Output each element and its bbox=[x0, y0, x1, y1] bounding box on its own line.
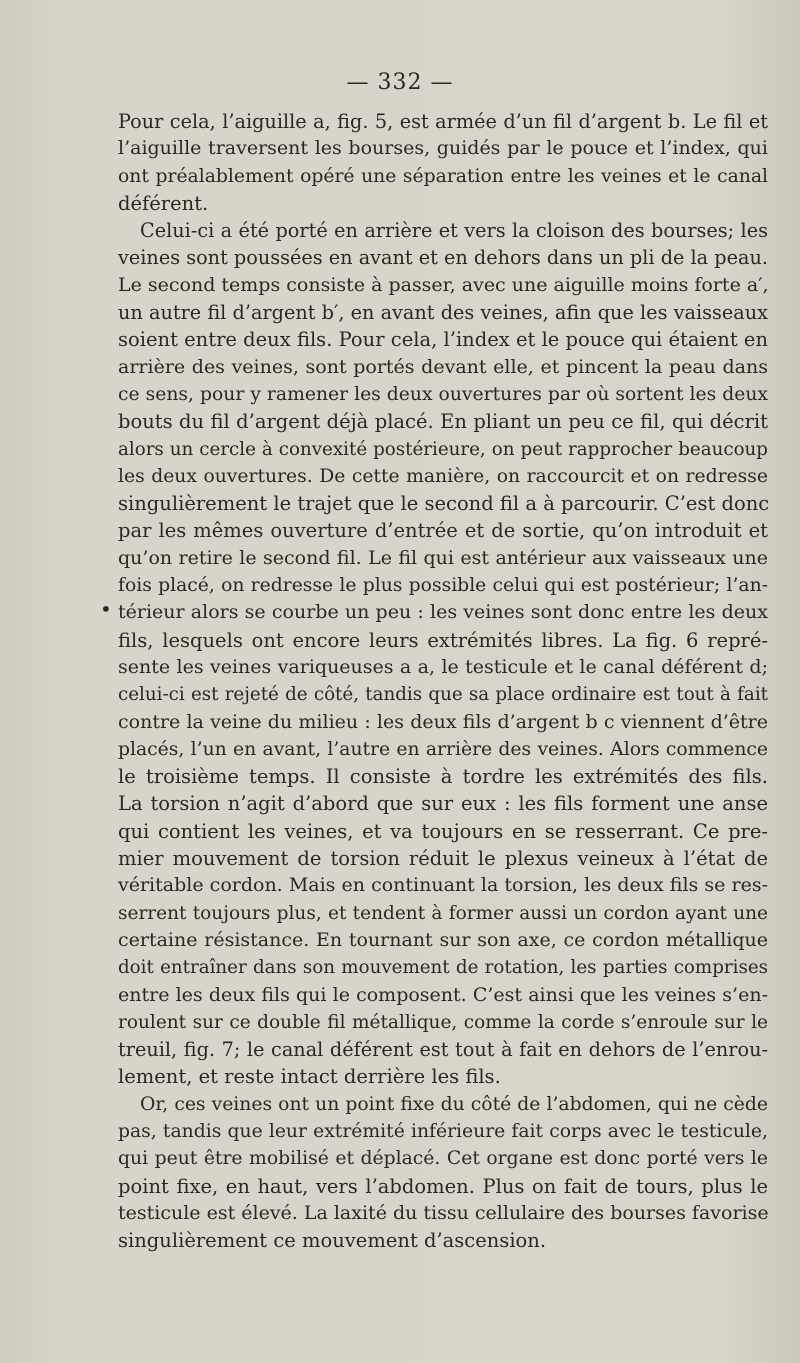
text-line: le troisième temps. Il consiste à tordre les extrémités des fils. bbox=[118, 765, 768, 789]
text-line: sente les veines variqueuses a a, le testicule et le canal déférent d; bbox=[118, 655, 768, 678]
text-line: alors un cercle à convexité postérieure, on peut rapprocher beaucoup bbox=[118, 438, 768, 460]
text-line: véritable cordon. Mais en continuant la torsion, les deux fils se res- bbox=[118, 874, 768, 897]
text-line: contre la veine du milieu : les deux fils d’argent b c viennent d’être bbox=[118, 710, 768, 733]
text-line: bouts du fil d’argent déjà placé. En pliant un peu ce fil, qui décrit bbox=[118, 410, 768, 434]
text-line: l’aiguille traversent les bourses, guidés par le pouce et l’index, qui bbox=[118, 137, 768, 160]
text-line: les deux ouvertures. De cette manière, on raccourcit et on redresse bbox=[118, 465, 768, 487]
text-line: fois placé, on redresse le plus possible celui qui est postérieur; l’an- bbox=[118, 575, 768, 597]
text-line: par les mêmes ouverture d’entrée et de sortie, qu’on introduit et bbox=[118, 519, 768, 543]
text-line: point fixe, en haut, vers l’abdomen. Plus on fait de tours, plus le bbox=[118, 1174, 768, 1198]
text-line: un autre fil d’argent b′, en avant des veines, afin que les vaisseaux bbox=[118, 301, 768, 325]
text-line: mier mouvement de torsion réduit le plexus veineux à l’état de bbox=[118, 847, 768, 871]
body-text bbox=[118, 108, 768, 1254]
text-line: arrière des veines, sont portés devant elle, et pincent la peau dans bbox=[118, 355, 768, 378]
text-line: lement, et reste intact derrière les fils. bbox=[118, 1065, 501, 1089]
text-line: qui contient les veines, et va toujours en se resserrant. Ce pre- bbox=[118, 819, 768, 843]
text-line: celui-ci est rejeté de côté, tandis que sa place ordinaire est tout à fait bbox=[118, 684, 768, 706]
text-line: térieur alors se courbe un peu : les veines sont donc entre les deux bbox=[118, 601, 768, 624]
text-line: fils, lesquels ont encore leurs extrémités libres. La fig. 6 repré- bbox=[118, 628, 768, 652]
text-line: qu’on retire le second fil. Le fil qui est antérieur aux vaisseaux une bbox=[118, 546, 768, 569]
text-line: singulièrement ce mouvement d’ascension. bbox=[118, 1229, 547, 1253]
text-line: singulièrement le trajet que le second fil a à parcourir. C’est donc bbox=[118, 492, 770, 516]
text-line: ont préalablement opéré une séparation entre les veines et le canal bbox=[118, 165, 768, 187]
text-line: soient entre deux fils. Pour cela, l’index et le pouce qui étaient en bbox=[118, 328, 768, 352]
text-line: Celui-ci a été porté en arrière et vers la cloison des bourses; les bbox=[140, 219, 768, 243]
text-line: Pour cela, l’aiguille a, fig. 5, est armée d’un fil d’argent b. Le fil et bbox=[118, 110, 768, 133]
text-line: ce sens, pour y ramener les deux ouvertures par où sortent les deux bbox=[118, 383, 768, 405]
text-line: La torsion n’agit d’abord que sur eux : les fils forment une anse bbox=[118, 792, 768, 816]
text-line: entre les deux fils qui le composent. C’est ainsi que les veines s’en- bbox=[118, 983, 768, 1006]
text-line: qui peut être mobilisé et déplacé. Cet organe est donc porté vers le bbox=[118, 1148, 768, 1170]
text-line: déférent. bbox=[118, 191, 209, 215]
text-line: testicule est élevé. La laxité du tissu cellulaire des bourses favorise bbox=[118, 1201, 769, 1224]
page-number: — 332 — bbox=[346, 70, 454, 95]
text-line: treuil, fig. 7; le canal déférent est tout à fait en dehors de l’enrou- bbox=[118, 1038, 768, 1062]
text-line: roulent sur ce double fil métallique, comme la corde s’enroule sur le bbox=[118, 1011, 768, 1033]
text-line: placés, l’un en avant, l’autre en arrière des veines. Alors commence bbox=[118, 738, 768, 760]
margin-bullet: • bbox=[100, 597, 112, 621]
text-line: Or, ces veines ont un point fixe du côté de l’abdomen, qui ne cède bbox=[140, 1093, 768, 1115]
text-line: doit entraîner dans son mouvement de rotation, les parties comprises bbox=[118, 957, 768, 979]
text-line: Le second temps consiste à passer, avec une aiguille moins forte a′, bbox=[118, 273, 769, 296]
text-line: certaine résistance. En tournant sur son axe, ce cordon métallique bbox=[118, 928, 768, 951]
text-line: serrent toujours plus, et tendent à former aussi un cordon ayant une bbox=[118, 902, 768, 924]
text-line: veines sont poussées en avant et en dehors dans un pli de la peau. bbox=[118, 246, 768, 270]
text-line: pas, tandis que leur extrémité inférieure fait corps avec le testicule, bbox=[118, 1120, 768, 1142]
